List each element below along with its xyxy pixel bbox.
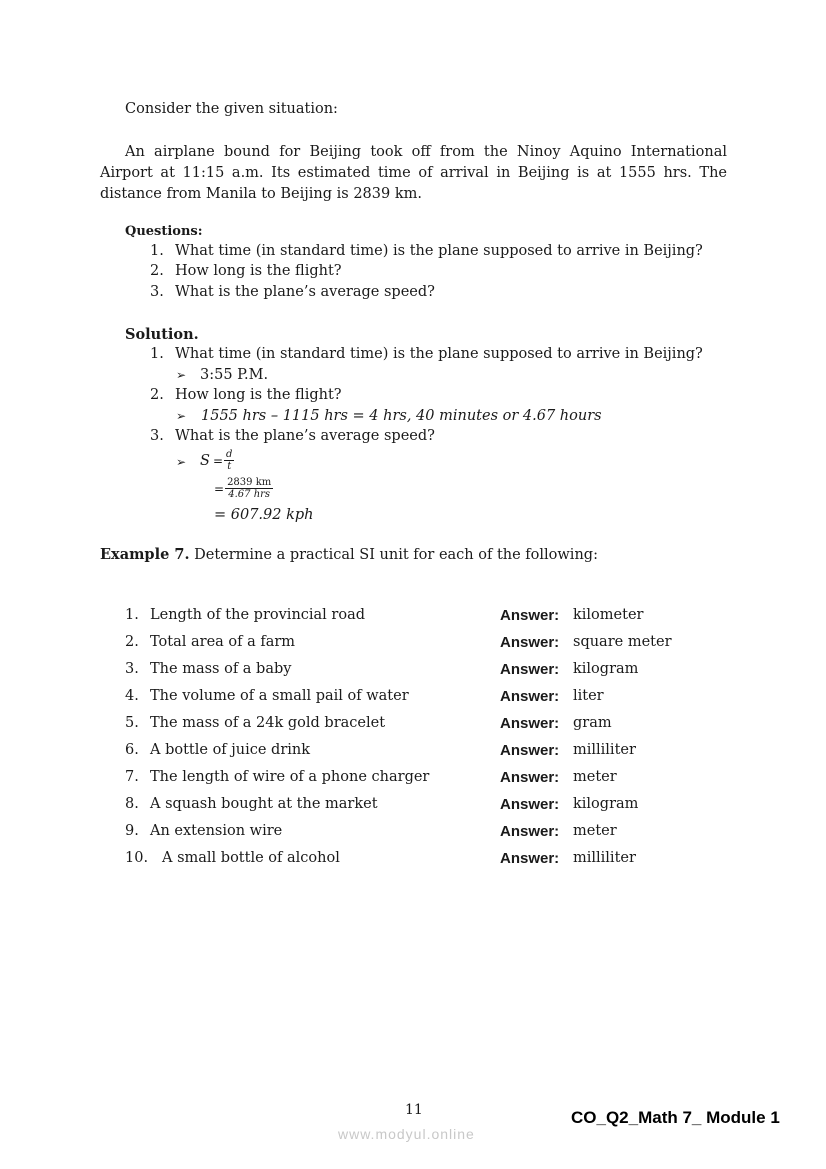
questions-heading: Questions: [125,224,203,239]
example-item-answer: kilogram [573,661,639,677]
example-item-answer: gram [573,715,612,731]
solution-2-num: 2. [150,387,164,403]
example-7-prompt [100,546,598,563]
example-item-number: 10. [125,850,149,866]
solution-1-answer: 3:55 P.M. [200,367,269,383]
solution-heading: Solution. [125,326,199,343]
example-item-number: 5. [125,715,139,731]
formula-lhs: S [200,452,210,469]
formula-equals: = [212,453,223,468]
substitution-numerator: 2839 km [227,477,272,488]
intro-text: Consider the given situation: [125,101,338,117]
example-item-text: A squash bought at the market [150,796,378,812]
answer-label: Answer: [500,769,560,786]
example-text: Determine a practical SI unit for each of the following: [189,547,598,563]
answer-label: Answer: [500,634,560,651]
example-item-answer: liter [573,688,604,704]
example-item-number: 7. [125,769,139,785]
situation-paragraph [100,142,727,205]
answer-label: Answer: [500,742,560,759]
example-item-number: 3. [125,661,139,677]
substitution-fraction [225,477,273,500]
solution-1-question: What time (in standard time) is the plane supposed to arrive in Beijing? [175,346,703,362]
question-1: What time (in standard time) is the plane supposed to arrive in Beijing? [175,243,703,259]
example-item-answer: milliliter [573,850,636,866]
question-3-num: 3. [150,284,164,300]
example-item-answer: meter [573,769,617,785]
watermark-text: www.modyul.online [338,1126,475,1142]
solution-3-num: 3. [150,428,164,444]
example-item-number: 9. [125,823,139,839]
example-item-number: 4. [125,688,139,704]
example-item-answer: meter [573,823,617,839]
answer-label: Answer: [500,850,560,867]
solution-3-question: What is the plane’s average speed? [175,428,435,444]
situation-text: An airplane bound for Beijing took off from the Ninoy Aquino International Airport at 11:15 a.m. Its estimated time of arrival in Beijing is at 1555 hrs. The distance from Manila to Beijing is 2839 km. [100,144,727,202]
speed-result: = 607.92 kph [214,507,314,523]
substitution-equals: = [214,481,225,496]
example-item-text: A bottle of juice drink [150,742,311,758]
answer-label: Answer: [500,796,560,813]
formula-denominator: t [227,461,232,472]
example-item-answer: square meter [573,634,672,650]
formula-numerator: d [226,449,233,460]
solution-2-question: How long is the flight? [175,387,342,403]
answer-label: Answer: [500,823,560,840]
speed-substitution [214,477,273,500]
example-item-answer: milliliter [573,742,636,758]
solution-2-answer: 1555 hrs – 1115 hrs = 4 hrs, 40 minutes or 4.67 hours [201,408,602,424]
example-item-text: An extension wire [150,823,283,839]
example-item-text: Total area of a farm [150,634,296,650]
example-item-text: Length of the provincial road [150,607,366,623]
example-item-answer: kilogram [573,796,639,812]
solution-1-num: 1. [150,346,164,362]
question-3: What is the plane’s average speed? [175,284,435,300]
answer-label: Answer: [500,607,560,624]
substitution-denominator: 4.67 hrs [228,489,271,500]
example-item-number: 1. [125,607,139,623]
example-item-answer: kilometer [573,607,644,623]
example-item-text: The mass of a baby [150,661,292,677]
question-2-num: 2. [150,263,164,279]
example-item-text: A small bottle of alcohol [162,850,340,866]
module-code: CO_Q2_Math 7_ Module 1 [571,1108,780,1127]
example-item-text: The mass of a 24k gold bracelet [150,715,386,731]
arrow-bullet-icon: ➢ [176,409,187,423]
arrow-bullet-icon: ➢ [176,368,187,382]
example-item-number: 2. [125,634,139,650]
example-item-text: The volume of a small pail of water [150,688,409,704]
example-item-number: 6. [125,742,139,758]
example-item-number: 8. [125,796,139,812]
answer-label: Answer: [500,661,560,678]
example-item-text: The length of wire of a phone charger [150,769,430,785]
example-label: Example 7. [100,546,190,563]
formula-fraction [224,449,234,472]
speed-formula [200,449,234,472]
answer-label: Answer: [500,688,560,705]
answer-label: Answer: [500,715,560,732]
arrow-bullet-icon: ➢ [176,455,187,469]
page-number: 11 [405,1102,423,1118]
question-1-num: 1. [150,243,164,259]
question-2: How long is the flight? [175,263,342,279]
